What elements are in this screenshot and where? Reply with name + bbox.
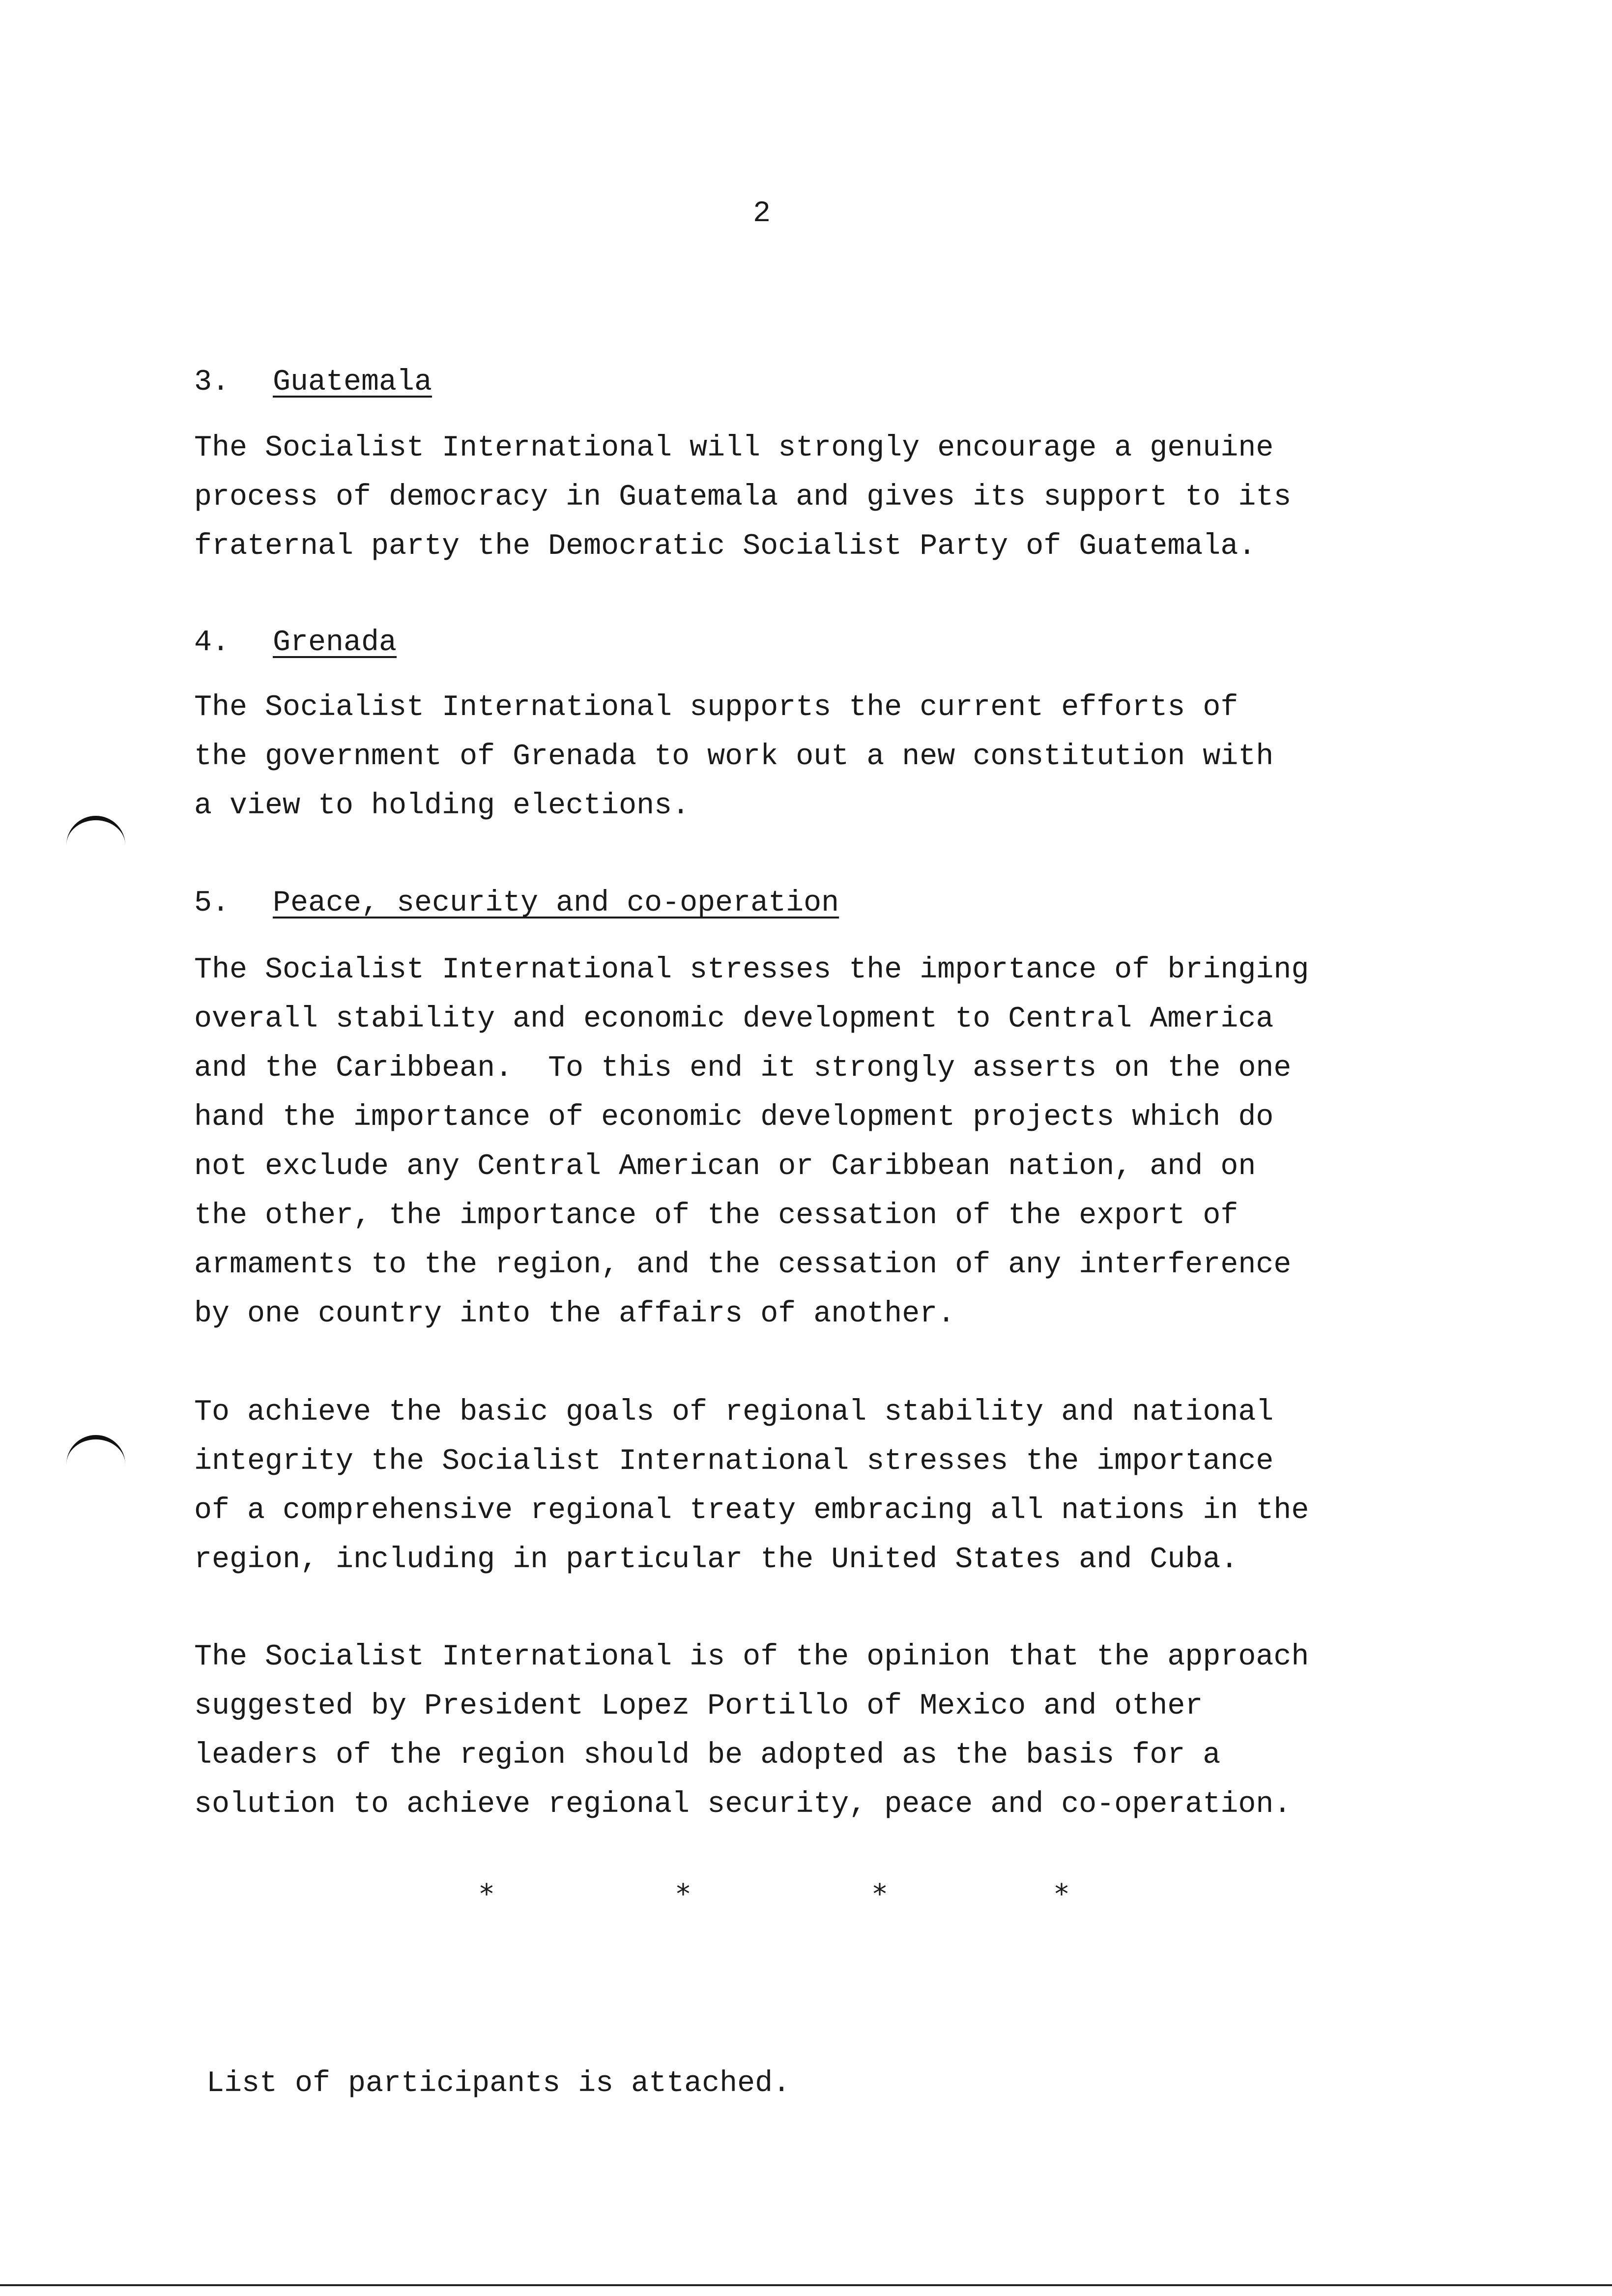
text-line: region, including in particular the United States and Cuba. [194, 1543, 1238, 1577]
text-line: The Socialist International is of the opinion that the approach [194, 1640, 1309, 1674]
closing-note [206, 2059, 1484, 2108]
closing-text: List of participants is attached. [206, 2067, 791, 2100]
section-title: Guatemala [273, 366, 432, 399]
section-grenada-heading [194, 618, 1472, 667]
margin-mark [66, 816, 125, 850]
section-peace-paragraph-2 [194, 1388, 1472, 1584]
text-line: of a comprehensive regional treaty embracing all nations in the [194, 1494, 1309, 1527]
section-title: Grenada [273, 626, 397, 660]
text-line: not exclude any Central American or Caribbean nation, and on [194, 1150, 1256, 1183]
bottom-rule [0, 2284, 1612, 2286]
star-separator [0, 1875, 1612, 1914]
page-number: 2 [752, 197, 771, 230]
text-line: the government of Grenada to work out a new constitution with [194, 740, 1274, 774]
text-line: To achieve the basic goals of regional stability and national [194, 1396, 1274, 1429]
section-peace-paragraph-3 [194, 1633, 1472, 1829]
text-line: The Socialist International will strongly encourage a genuine [194, 431, 1274, 465]
section-guatemala-heading [194, 358, 1472, 407]
section-number: 4. [194, 626, 230, 660]
section-number: 5. [194, 887, 230, 920]
separator-star: * [1055, 1878, 1068, 1910]
text-line: suggested by President Lopez Portillo of Mexico and other [194, 1690, 1203, 1723]
section-grenada-paragraph [194, 683, 1472, 831]
text-line: The Socialist International supports the current efforts of [194, 691, 1238, 724]
text-line: armaments to the region, and the cessation of any interference [194, 1248, 1292, 1282]
text-line: and the Caribbean. To this end it strongly asserts on the one [194, 1052, 1292, 1085]
section-guatemala-paragraph [194, 424, 1472, 571]
section-number: 3. [194, 366, 230, 399]
margin-mark [66, 1435, 125, 1469]
text-line: solution to achieve regional security, peace and co-operation. [194, 1788, 1292, 1821]
text-line: The Socialist International stresses the importance of bringing [194, 953, 1309, 987]
text-line: by one country into the affairs of another. [194, 1297, 955, 1331]
text-line: fraternal party the Democratic Socialist Party of Guatemala. [194, 530, 1256, 563]
section-peace-heading [194, 879, 1472, 928]
separator-star: * [480, 1878, 493, 1910]
separator-star: * [676, 1878, 690, 1910]
section-peace-paragraph-1 [194, 946, 1472, 1339]
text-line: overall stability and economic development to Central America [194, 1003, 1274, 1036]
text-line: a view to holding elections. [194, 789, 690, 823]
section-title: Peace, security and co-operation [273, 887, 839, 920]
separator-star: * [873, 1878, 887, 1910]
text-line: the other, the importance of the cessation of the export of [194, 1199, 1238, 1233]
text-line: process of democracy in Guatemala and gives its support to its [194, 481, 1292, 514]
text-line: integrity the Socialist International stresses the importance [194, 1445, 1274, 1478]
text-line: leaders of the region should be adopted as the basis for a [194, 1739, 1221, 1772]
text-line: hand the importance of economic development projects which do [194, 1101, 1274, 1134]
